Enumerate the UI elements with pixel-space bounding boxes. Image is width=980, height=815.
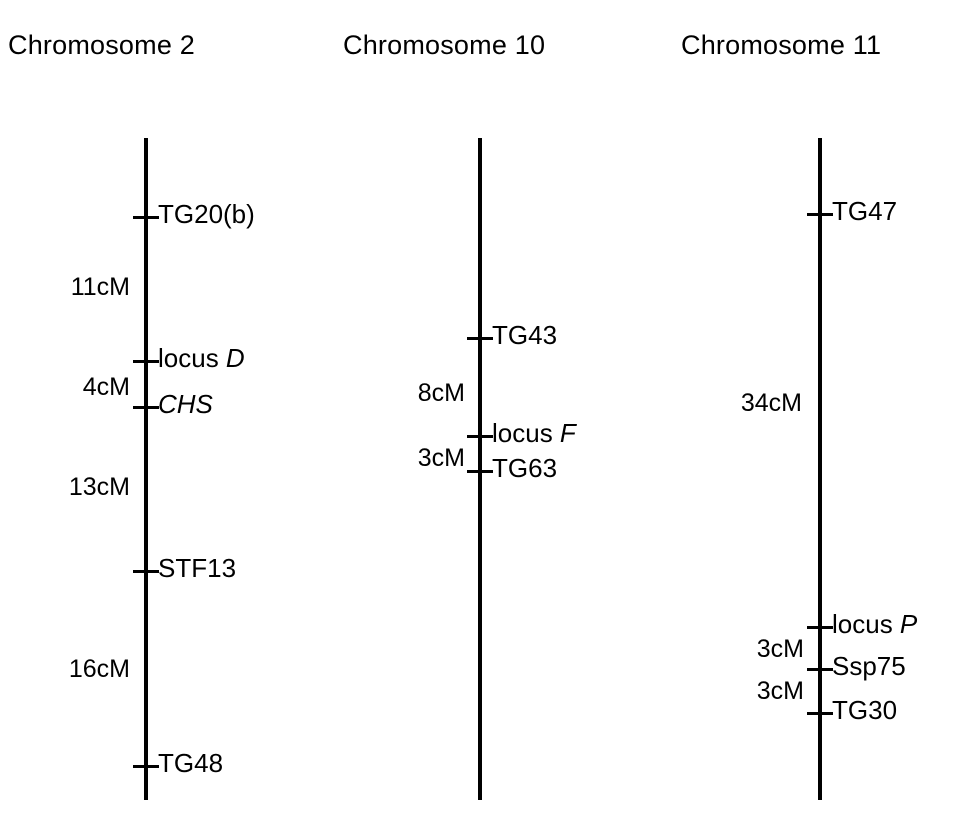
distance-label: 11cM — [70, 273, 130, 301]
marker-label — [158, 201, 255, 227]
marker-label-italic: D — [225, 343, 245, 373]
marker-label-italic: F — [559, 418, 576, 448]
distance-label: 16cM — [68, 655, 130, 683]
chromosome-title-2: Chromosome 10 — [343, 30, 546, 60]
marker-tick — [467, 337, 493, 340]
marker-label-text: locus — [158, 343, 226, 373]
marker-tick — [467, 435, 493, 438]
chromosome-title-3: Chromosome 11 — [681, 30, 882, 60]
marker-label — [832, 653, 906, 679]
marker-label-text: TG47 — [832, 196, 898, 226]
marker-label — [158, 555, 236, 581]
marker-label-text: TG48 — [158, 748, 224, 778]
chromosome-title-1: Chromosome 2 — [8, 30, 195, 60]
marker-label-text: Ssp75 — [832, 651, 906, 681]
distance-label: 3cM — [756, 677, 804, 705]
distance-label: 3cM — [417, 444, 465, 472]
distance-label: 4cM — [82, 373, 130, 401]
marker-label-text: locus — [492, 418, 560, 448]
marker-tick — [807, 668, 833, 671]
marker-tick — [133, 360, 159, 363]
marker-label — [158, 345, 245, 371]
chromosome-axis-3 — [818, 138, 822, 800]
marker-label — [492, 420, 576, 446]
distance-label: 3cM — [756, 635, 804, 663]
marker-label-italic: P — [899, 609, 918, 639]
distance-label: 34cM — [740, 389, 802, 417]
marker-label-text: TG30 — [832, 695, 898, 725]
marker-label-italic: CHS — [158, 389, 213, 419]
marker-label — [832, 198, 897, 224]
marker-label — [492, 455, 557, 481]
marker-label-text: locus — [832, 609, 900, 639]
marker-label-text: TG63 — [492, 453, 558, 483]
marker-label — [832, 611, 917, 637]
marker-label — [158, 750, 223, 776]
marker-tick — [467, 470, 493, 473]
distance-label: 8cM — [417, 379, 465, 407]
marker-label-text: TG43 — [492, 320, 558, 350]
marker-tick — [807, 626, 833, 629]
marker-tick — [133, 570, 159, 573]
marker-tick — [807, 712, 833, 715]
marker-label — [492, 322, 557, 348]
distance-label: 13cM — [68, 473, 130, 501]
marker-tick — [133, 765, 159, 768]
marker-tick — [133, 216, 159, 219]
marker-label-text: TG20(b) — [158, 199, 255, 229]
marker-label-text: STF13 — [158, 553, 237, 583]
marker-tick — [807, 213, 833, 216]
marker-label — [832, 697, 897, 723]
